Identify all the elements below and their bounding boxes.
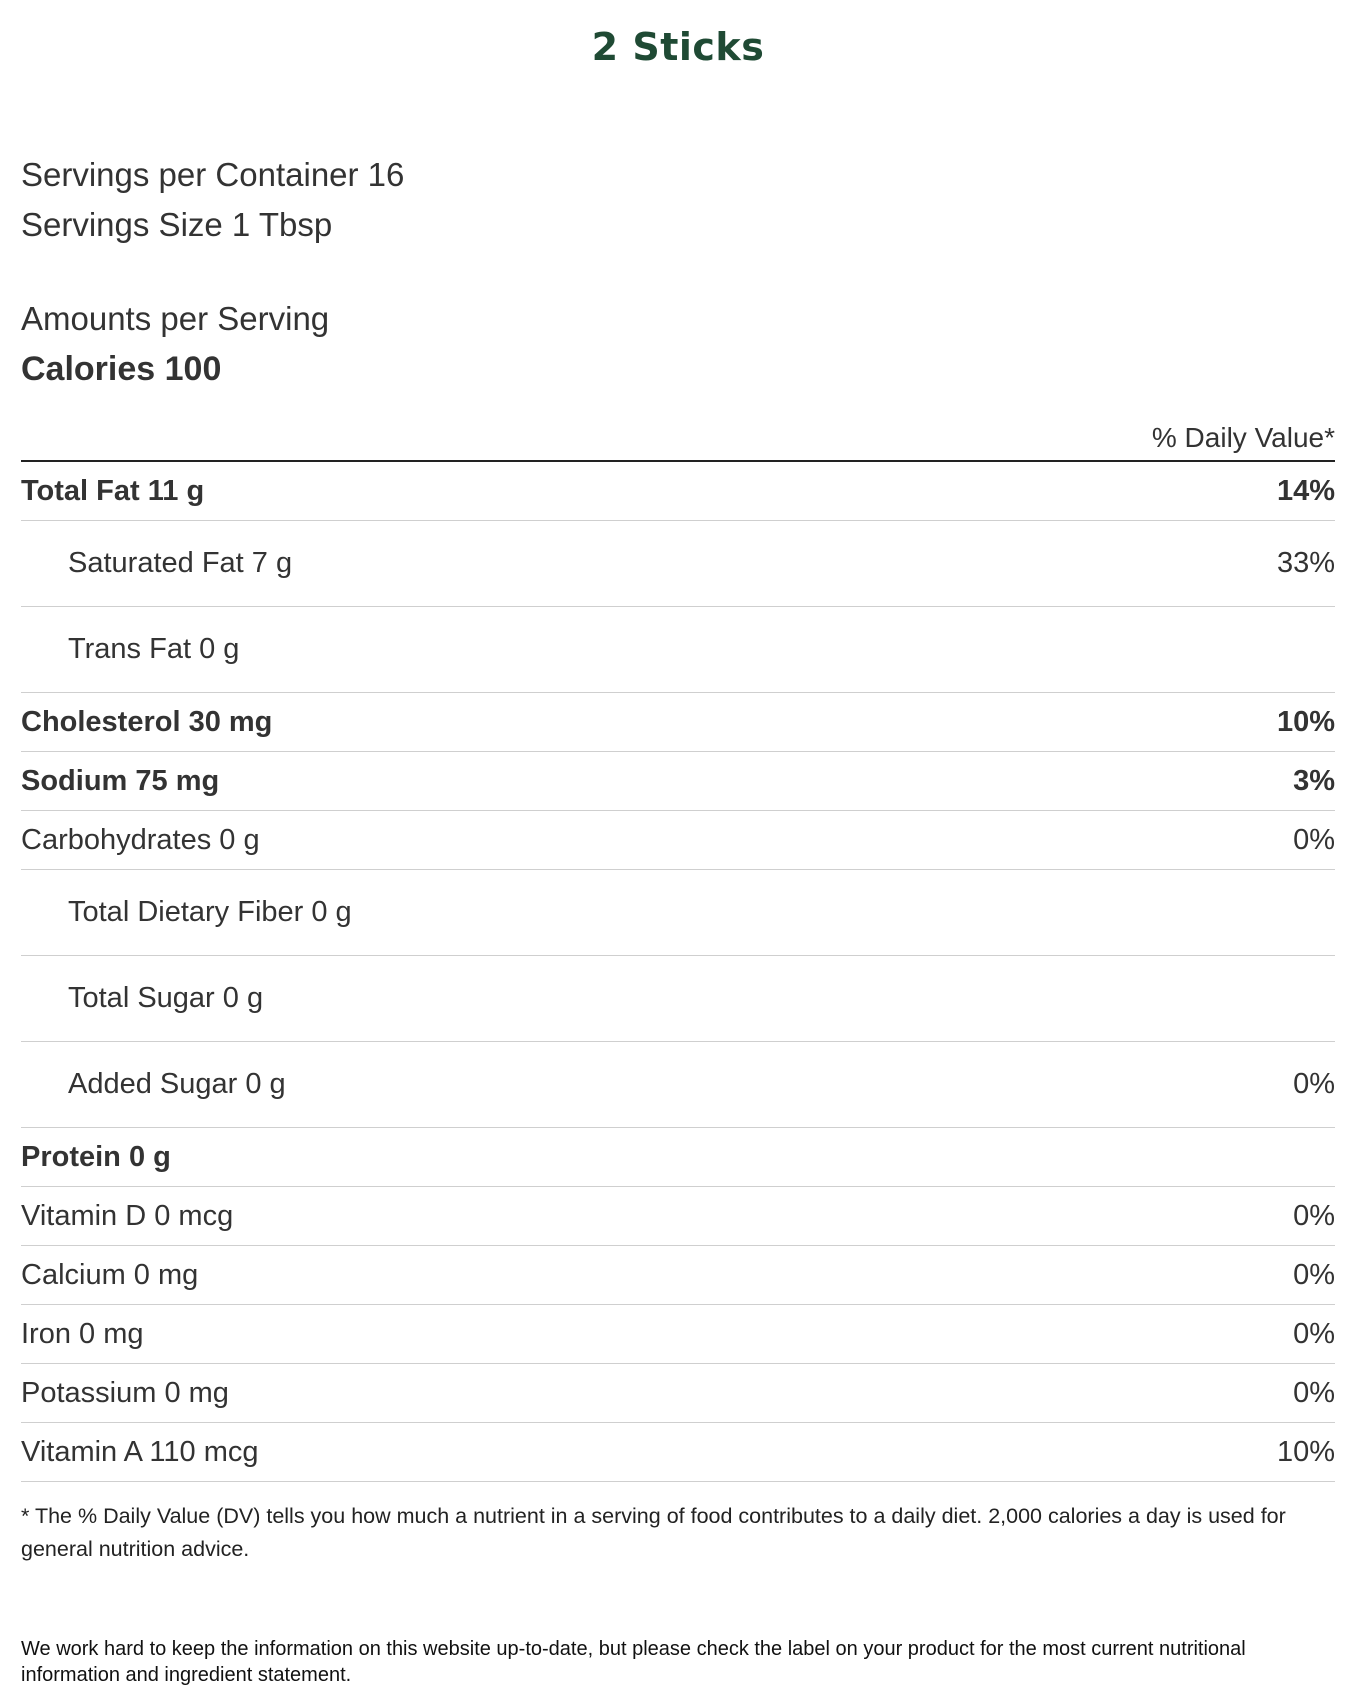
- nutrient-label: Vitamin A 110 mcg: [21, 1435, 259, 1468]
- amounts-per-serving: Amounts per Serving: [21, 300, 330, 337]
- daily-value-header: % Daily Value*: [21, 418, 1335, 462]
- nutrient-row-vitamin-a: [21, 1423, 1335, 1482]
- nutrient-label: Sodium 75 mg: [21, 764, 220, 797]
- nutrient-row-calcium: [21, 1246, 1335, 1305]
- servings-per-container: Servings per Container 16: [21, 156, 405, 193]
- nutrient-label: Protein 0 g: [21, 1140, 171, 1173]
- nutrient-label: Trans Fat 0 g: [68, 633, 240, 665]
- nutrient-label: Total Fat 11 g: [21, 474, 205, 507]
- nutrient-daily-value: 0%: [1293, 1258, 1335, 1291]
- nutrient-daily-value: 10%: [1276, 705, 1335, 738]
- calories: Calories 100: [21, 350, 222, 388]
- nutrient-row-protein: [21, 1128, 1335, 1187]
- nutrient-row-cholesterol: [21, 693, 1335, 752]
- nutrient-daily-value: 10%: [1276, 1435, 1335, 1468]
- nutrient-label: Carbohydrates 0 g: [21, 823, 260, 856]
- nutrient-row-trans-fat: [21, 607, 1335, 693]
- nutrient-daily-value: 0%: [1293, 1317, 1335, 1350]
- nutrition-panel: [21, 0, 1335, 1708]
- product-size-title: 2 Sticks: [591, 25, 765, 69]
- nutrient-daily-value: 3%: [1293, 764, 1335, 797]
- website-disclaimer: We work hard to keep the information on this website up-to-date, but please check the label on your product for the most current nutritional information and ingredient statement.: [21, 1638, 1246, 1686]
- nutrient-row-vitamin-d: [21, 1187, 1335, 1246]
- nutrient-row-total-fat: [21, 462, 1335, 521]
- nutrient-label: Vitamin D 0 mcg: [21, 1199, 234, 1232]
- nutrient-row-added-sugar: [21, 1042, 1335, 1128]
- nutrient-daily-value: 0%: [1293, 1068, 1335, 1100]
- daily-value-footnote: * The % Daily Value (DV) tells you how much a nutrient in a serving of food contributes to a daily diet. 2,000 calories a day is used for general nutrition advice.: [21, 1504, 1286, 1561]
- nutrient-daily-value: 0%: [1293, 1199, 1335, 1232]
- nutrient-label: Calcium 0 mg: [21, 1258, 199, 1291]
- nutrient-row-total-sugar: [21, 956, 1335, 1042]
- nutrient-label: Total Sugar 0 g: [68, 982, 264, 1014]
- nutrient-row-potassium: [21, 1364, 1335, 1423]
- serving-size: Servings Size 1 Tbsp: [21, 206, 333, 243]
- nutrient-label: Total Dietary Fiber 0 g: [68, 896, 352, 928]
- nutrient-row-sodium: [21, 752, 1335, 811]
- nutrient-label: Added Sugar 0 g: [68, 1068, 286, 1100]
- nutrient-row-saturated-fat: [21, 521, 1335, 607]
- nutrient-daily-value: 0%: [1293, 823, 1335, 856]
- nutrient-label: Saturated Fat 7 g: [68, 547, 293, 579]
- nutrient-row-carbohydrates: [21, 811, 1335, 870]
- nutrient-daily-value: 0%: [1293, 1376, 1335, 1409]
- nutrient-label: Cholesterol 30 mg: [21, 705, 273, 738]
- nutrient-label: Iron 0 mg: [21, 1317, 144, 1350]
- nutrient-row-dietary-fiber: [21, 870, 1335, 956]
- nutrient-daily-value: 33%: [1276, 547, 1335, 579]
- nutrient-label: Potassium 0 mg: [21, 1376, 229, 1409]
- nutrient-row-iron: [21, 1305, 1335, 1364]
- nutrient-daily-value: 14%: [1276, 474, 1335, 507]
